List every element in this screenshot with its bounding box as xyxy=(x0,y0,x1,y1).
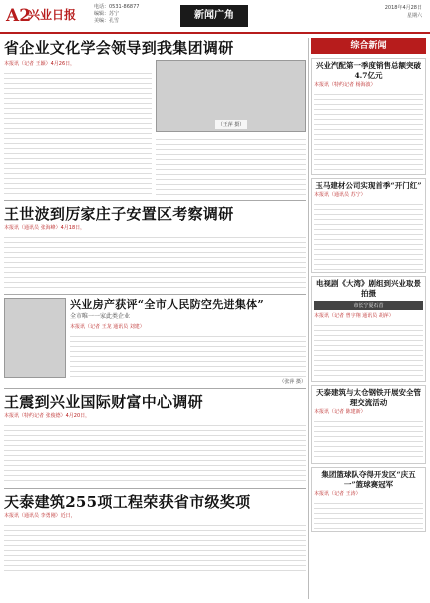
meta-line: 电话：0531-86877 xyxy=(94,4,140,10)
article-body xyxy=(4,233,306,291)
date-line: 2018年4月28日 xyxy=(384,5,422,11)
side-article-body xyxy=(314,417,423,461)
issue-date xyxy=(385,4,422,20)
side-article xyxy=(311,178,426,273)
side-article-title: 电视剧《大湾》剧组到兴业取景拍摄 xyxy=(316,279,421,298)
article-headline: 王震到兴业国际财富中心调研 xyxy=(4,393,203,411)
article-byline: 本报讯（记者 王龙 通讯员 刘建） xyxy=(70,324,145,330)
article-byline: 本报讯（记者 王颖）4月26日， xyxy=(4,61,76,67)
masthead-meta xyxy=(94,4,139,25)
side-article-title: 玉马建材公司实现首季“开门红” xyxy=(315,181,422,190)
side-article-title: 天泰建筑与太仓钢铁开展安全管理交流活动 xyxy=(316,388,421,407)
divider xyxy=(4,200,306,201)
side-article-byline: 本报讯（记者 陈建新） xyxy=(314,409,366,415)
photo-credit: （张萍 摄） xyxy=(279,379,306,385)
article-body xyxy=(4,521,306,571)
meta-line: 编辑：苏宁 xyxy=(94,11,120,17)
side-column xyxy=(311,38,426,599)
side-article xyxy=(311,467,426,532)
article-3 xyxy=(4,298,306,385)
divider xyxy=(4,488,306,489)
side-article xyxy=(311,58,426,175)
article-1 xyxy=(4,38,306,197)
article-subtitle: 全市唯一一家此类企业 xyxy=(70,313,131,320)
paper-name: 兴业日报 xyxy=(28,8,77,22)
masthead xyxy=(0,0,430,34)
article-byline: 本报讯（通讯员 张海峰）4月18日， xyxy=(4,225,86,231)
section-title: 新闻广角 xyxy=(180,5,248,27)
side-article-byline: 本报讯（通讯员 苏宁） xyxy=(314,192,366,198)
side-article xyxy=(311,385,426,464)
article-body xyxy=(4,421,306,485)
article-headline: 省企业文化学会领导到我集团调研 xyxy=(4,39,234,57)
article-body xyxy=(156,135,306,197)
main-column xyxy=(4,38,306,599)
article-headline: 天泰建筑255项工程荣获省市级奖项 xyxy=(4,493,251,511)
article-headline: 王世波到厉家庄子安置区考察调研 xyxy=(4,205,234,223)
date-line: 星期六 xyxy=(406,13,422,19)
article-body xyxy=(4,69,152,194)
article-4 xyxy=(4,392,306,485)
side-article-body xyxy=(314,200,423,270)
side-section-header: 综合新闻 xyxy=(311,38,426,54)
side-article xyxy=(311,276,426,382)
photo-caption: （王萍 摄） xyxy=(215,120,248,129)
side-article-body xyxy=(314,499,423,529)
column-divider xyxy=(308,38,309,599)
article-5 xyxy=(4,492,306,571)
side-article-byline: 本报讯（记者 王涛） xyxy=(314,491,361,497)
side-article-body xyxy=(314,90,423,172)
article-2 xyxy=(4,204,306,291)
meta-line: 美编：孔雪 xyxy=(94,18,120,24)
page-number: A2 xyxy=(6,6,32,26)
article-byline: 本报讯（特约记者 张俊德）4月20日， xyxy=(4,413,91,419)
side-article-title: 集团篮球队夺得开发区“庆五一”篮球赛冠军 xyxy=(321,470,416,489)
side-article-byline: 本报讯（特约记者 杨海波） xyxy=(314,82,376,88)
side-article-title: 兴业汽配第一季度销售总额突破4.7亿元 xyxy=(316,61,421,80)
award-photo xyxy=(4,298,66,378)
article-photo xyxy=(156,60,306,132)
side-article-byline: 本报讯（记者 曾宇翔 通讯员 胡萍） xyxy=(314,313,394,319)
side-article-body xyxy=(314,321,423,379)
divider xyxy=(4,294,306,295)
article-byline: 本报讯（通讯员 李勇刚）近日， xyxy=(4,513,76,519)
side-article-tag: 市长宁夏石首 xyxy=(314,301,423,310)
article-body xyxy=(70,332,306,378)
article-headline: 兴业房产获评“全市人民防空先进集体” xyxy=(70,298,265,311)
divider xyxy=(4,388,306,389)
